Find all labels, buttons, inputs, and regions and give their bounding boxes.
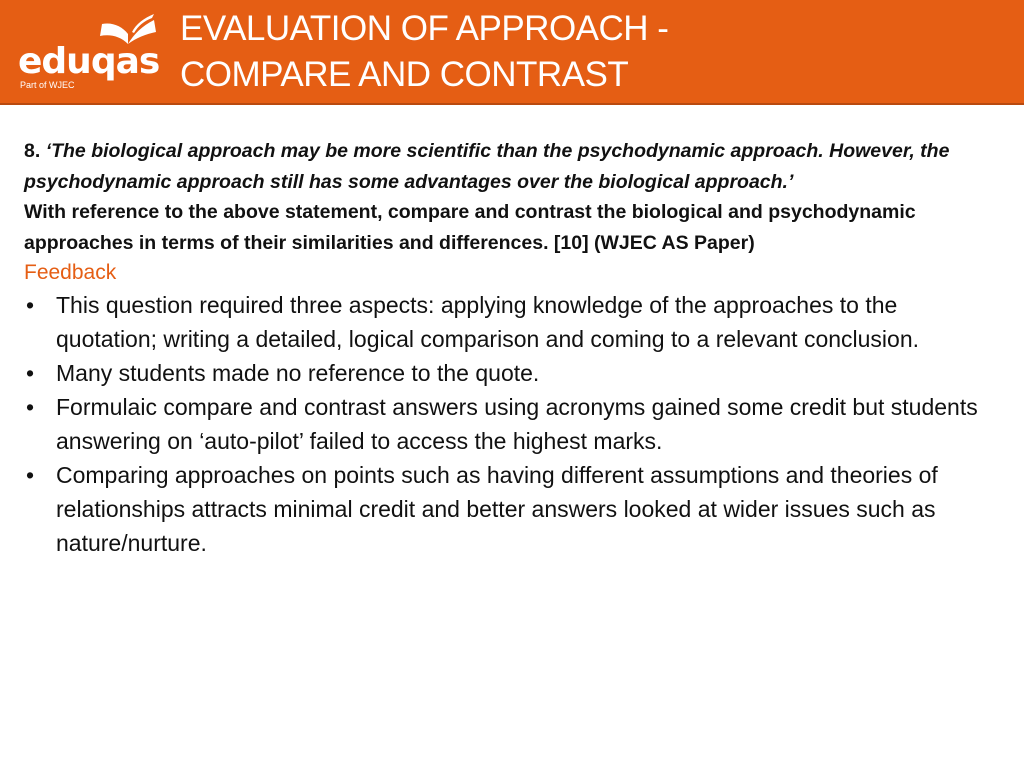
list-item [24, 356, 1004, 390]
logo-subtitle: Part of WJEC [20, 80, 75, 90]
question-number: 8. [24, 140, 41, 162]
page-title [180, 6, 668, 98]
logo-wordmark: eduqas [18, 41, 160, 82]
list-item [24, 390, 1004, 458]
list-item [24, 458, 1004, 560]
bullet-icon: • [26, 394, 35, 420]
question-quote: ‘The biological approach may be more scientific than the psychodynamic approach. However, the psychodynamic approach still has some advantages over the biological approach.’ [24, 140, 950, 193]
feedback-heading: Feedback [24, 261, 117, 284]
question-instruction: With reference to the above statement, compare and contrast the biological and psychodynamic approaches in terms of their similarities and differences. [10] (WJEC AS Paper) [24, 201, 916, 254]
header-bar [0, 0, 1024, 105]
eduqas-logo [16, 14, 166, 92]
bullet-icon: • [26, 292, 35, 318]
title-line-2: COMPARE AND CONTRAST [180, 55, 629, 94]
question-block [24, 136, 1004, 258]
list-item-text: This question required three aspects: applying knowledge of the approaches to the quotation; writing a detailed, logical comparison and coming to a relevant conclusion. [56, 292, 920, 352]
list-item-text: Many students made no reference to the quote. [56, 360, 540, 386]
feedback-list [24, 288, 1004, 560]
list-item [24, 288, 1004, 356]
bullet-icon: • [26, 462, 35, 488]
bullet-icon: • [26, 360, 35, 386]
list-item-text: Formulaic compare and contrast answers using acronyms gained some credit but students answering on ‘auto-pilot’ failed to access the highest marks. [56, 394, 978, 454]
slide-content [24, 136, 1004, 560]
list-item-text: Comparing approaches on points such as having different assumptions and theories of relationships attracts minimal credit and better answers looked at wider issues such as nature/nurture. [56, 462, 938, 556]
title-line-1: EVALUATION OF APPROACH - [180, 9, 669, 48]
